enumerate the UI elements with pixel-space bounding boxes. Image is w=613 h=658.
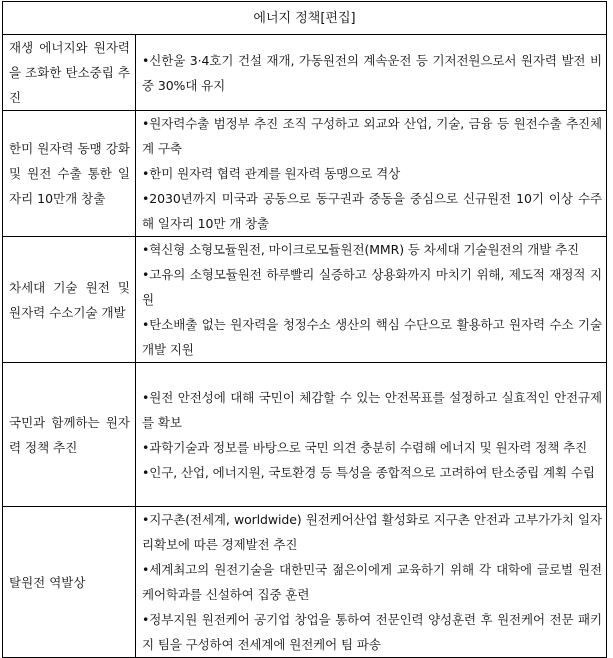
- list-item: •과학기술과 정보를 바탕으로 국민 의견 충분히 수렴해 에너지 및 원자력 정책 추진: [142, 439, 588, 455]
- table-row: [3, 507, 607, 658]
- list-item: •지구촌(전세계, worldwide) 원전케어산업 활성화로 지구촌 안전과 고부가가치 일자리확보에 따른 경제발전 추진: [142, 512, 602, 552]
- list-item: •2030년까지 미국과 공동으로 동구권과 중동을 중심으로 신규원전 10기 이상 수주해 일자리 10만 개 창출: [142, 191, 602, 231]
- list-item: •원전 안전성에 대해 국민이 체감할 수 있는 안전목표를 설정하고 실효적인 안전규제를 확보: [142, 389, 602, 430]
- list-item: •탄소배출 없는 원자력을 청정수소 생산의 핵심 수단으로 활용하고 원자력 수소 기술 개발 지원: [142, 317, 602, 357]
- table-row: [3, 111, 607, 237]
- policy-sheet: [2, 1, 609, 658]
- table-row: [3, 35, 607, 111]
- row-category: 한미 원자력 동맹 강화 및 원전 수출 통한 일자리 10만개 창출: [3, 111, 136, 237]
- list-item: •세계최고의 원전기술을 대한민국 젊은이에게 교육하기 위해 각 대학에 글로벌 원전케어학과를 신설하여 집중 훈련: [142, 562, 602, 602]
- row-items: [136, 111, 607, 237]
- list-item: •한미 원자력 협력 관계를 원자력 동맹으로 격상: [142, 166, 401, 181]
- list-item: •신한울 3·4호기 건설 재개, 가동원전의 계속운전 등 기저전원으로서 원자력 발전 비중 30%대 유지: [142, 52, 602, 93]
- energy-policy-table: [2, 1, 607, 658]
- row-items: [136, 507, 607, 658]
- table-title: 에너지 정책[편집]: [3, 2, 607, 35]
- row-items: [136, 35, 607, 111]
- list-item: •원자력수출 범정부 추진 조직 구성하고 외교와 산업, 기술, 금융 등 원전수출 추진체계 구축: [142, 116, 602, 156]
- row-items: [136, 363, 607, 507]
- row-category: 국민과 함께하는 원자력 정책 추진: [3, 363, 136, 507]
- table-row: [3, 363, 607, 507]
- list-item: •혁신형 소형모듈원전, 마이크로모듈원전(MMR) 등 차세대 기술원전의 개발 추진: [142, 242, 580, 257]
- list-item: •인구, 산업, 에너지원, 국토환경 등 특성을 종합적으로 고려하여 탄소중립 계획 수립: [142, 464, 595, 480]
- row-category: 차세대 기술 원전 및 원자력 수소기술 개발: [3, 237, 136, 363]
- list-item: •고유의 소형모듈원전 하루빨리 실증하고 상용화까지 마치기 위해, 제도적 재정적 지원: [142, 267, 602, 307]
- list-item: •정부지원 원전케어 공기업 창업을 통하여 전문인력 양성훈련 후 원전케어 전문 패키지 팀을 구성하여 전세계에 원전케어 팀 파송: [142, 612, 602, 652]
- row-category: 재생 에너지와 원자력을 조화한 탄소중립 추진: [3, 35, 136, 111]
- row-items: [136, 237, 607, 363]
- table-row: [3, 237, 607, 363]
- row-category: 탈원전 역발상: [3, 507, 136, 658]
